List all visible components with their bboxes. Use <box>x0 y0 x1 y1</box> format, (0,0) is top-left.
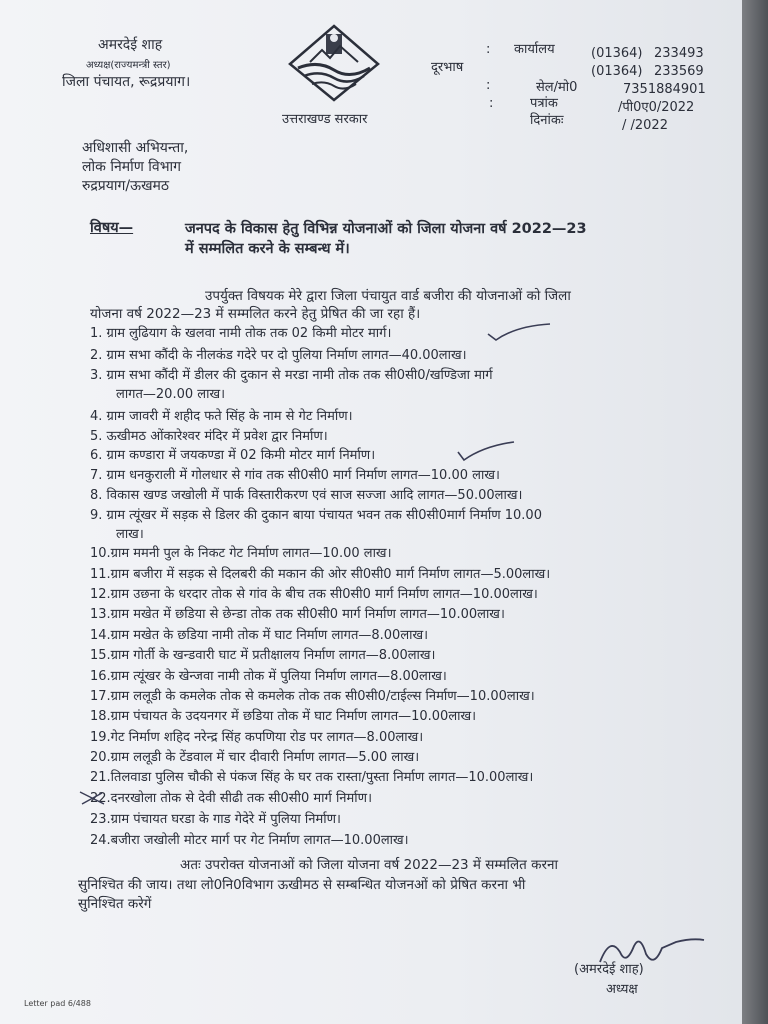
list-item: 9. ग्राम त्यूंखर में सड़क से डिलर की दुकान बाया पंचायत भवन तक सी0सी0मार्ग निर्माण 10.00 <box>90 508 542 523</box>
phone2-code: (01364) <box>591 64 643 79</box>
date-label: दिनांकः <box>530 113 564 128</box>
list-item: 15.ग्राम गोर्ती के खन्डवारी घाट में प्रतीक्षालय निर्माण लागत—8.00लाख। <box>90 648 436 663</box>
list-item: 10.ग्राम ममनी पुल के निकट गेट निर्माण लागत—10.00 लाख। <box>90 546 392 561</box>
colon-3: : <box>489 96 494 111</box>
list-item: 16.ग्राम त्यूंखर के खेन्जवा नामी तोक में पुलिया निर्माण लागत—8.00लाख। <box>90 669 447 684</box>
list-item: 23.ग्राम पंचायत घरडा के गाड गेदेरे में पुलिया निर्माण। <box>90 812 341 827</box>
cell-label: सेल/मो0 <box>536 80 578 95</box>
list-item: 18.ग्राम पंचायत के उदयनगर में छडिया तोक में घाट निर्माण लागत—10.00लाख। <box>90 709 477 724</box>
intro-line1: उपर्युक्त विषयक मेरे द्वारा जिला पंचायुत वार्ड बजीरा की योजनाओं को जिला <box>205 288 571 304</box>
recipient-line1: अधिशासी अभियन्ता, <box>82 140 189 156</box>
ref-label: पत्रांक <box>530 96 558 111</box>
colon-1: : <box>486 42 491 57</box>
closing-line1: अतः उपरोक्त योजनाओं को जिला योजना वर्ष 2022—23 में सम्मलित करना <box>180 857 559 873</box>
list-item: 12.ग्राम उछना के धरदार तोक से गांव के बीच तक सी0सी0 मार्ग निर्माण लागत—10.00लाख। <box>90 587 538 602</box>
list-item: 17.ग्राम ललूडी के कमलेक तोक से कमलेक तोक तक सी0सी0/टाईल्स निर्माण—10.00लाख। <box>90 689 535 704</box>
list-item: 21.तिलवाडा पुलिस चौकी से पंकज सिंह के घर तक रास्ता/पुस्ता निर्माण लागत—10.00लाख। <box>90 770 534 785</box>
subject-line2: में सम्मलित करने के सम्बन्ध में। <box>185 241 350 257</box>
intro-line2: योजना वर्ष 2022—23 में सम्मलित करने हेतु प्रेषित की जा रहा हैं। <box>90 306 421 322</box>
uttarakhand-emblem-icon <box>288 24 380 102</box>
list-item: 13.ग्राम मखेत में छडिया से छेन्डा तोक तक सी0सी0 मार्ग निर्माण लागत—10.00लाख। <box>90 607 505 622</box>
background-edge <box>742 0 768 1024</box>
closing-line2: सुनिश्चित की जाय। तथा लो0नि0विभाग ऊखीमठ से सम्बन्धित योजनओं को प्रेषित करना भी <box>78 877 526 893</box>
phone2-num: 233569 <box>654 64 704 79</box>
recipient-line2: लोक निर्माण विभाग <box>82 159 182 175</box>
list-item: लाख। <box>116 527 144 542</box>
list-item: 8. विकास खण्ड जखोली में पार्क विस्तारीकरण एवं साज सज्जा आदि लागत—50.00लाख। <box>90 488 523 503</box>
list-item: 11.ग्राम बजीरा में सड़क से दिलबरी की मकान की ओर सी0सी0 मार्ग निर्माण लागत—5.00लाख। <box>90 567 551 582</box>
recipient-line3: रुद्रप्रयाग/ऊखमठ <box>82 178 170 194</box>
closing-line3: सुनिश्चित करेगें <box>78 896 152 912</box>
handwritten-cross-icon <box>78 790 108 806</box>
list-item: लागत—20.00 लाख। <box>116 387 226 402</box>
letterhead-office: जिला पंचायत, रूद्रप्रयाग। <box>62 74 191 90</box>
phone1-num: 233493 <box>654 46 704 61</box>
ref-value: /पी0ए0/2022 <box>618 100 695 115</box>
signatory-name: (अमरदेई शाह) <box>574 962 644 977</box>
list-item: 24.बजीरा जखोली मोटर मार्ग पर गेट निर्माण लागत—10.00लाख। <box>90 833 409 848</box>
list-item: 5. ऊखीमठ ओंकारेश्वर मंदिर में प्रवेश द्वार निर्माण। <box>90 429 328 444</box>
letterhead-designation: अध्यक्ष(राज्यमन्त्री स्तर) <box>86 60 171 71</box>
subject-line1: जनपद के विकास हेतु विभिन्न योजनाओं को जिला योजना वर्ष 2022—23 <box>185 221 587 237</box>
phone1-code: (01364) <box>591 46 643 61</box>
handwritten-tick-icon <box>456 440 516 462</box>
phone-label: दूरभाष <box>431 60 464 75</box>
list-item: 1. ग्राम लुढियाग के खलवा नामी तोक तक 02 किमी मोटर मार्ग। <box>90 326 392 341</box>
list-item: 6. ग्राम कण्डारा में जयकण्डा में 02 किमी मोटर मार्ग निर्माण। <box>90 448 376 463</box>
date-value: / /2022 <box>622 118 668 133</box>
colon-2: : <box>486 78 491 93</box>
list-item: 19.गेट निर्माण शहिद नरेन्द्र सिंह कपणिया रोड पर लागत—8.00लाख। <box>90 730 424 745</box>
cell-num: 7351884901 <box>623 82 706 97</box>
subject-label: विषय— <box>90 220 134 236</box>
footer-note: Letter pad 6/488 <box>24 999 91 1008</box>
govt-label: उत्तराखण्ड सरकार <box>282 112 368 127</box>
list-item: 14.ग्राम मखेत के छडिया नामी तोक में घाट निर्माण लागत—8.00लाख। <box>90 628 429 643</box>
list-item: 7. ग्राम धनकुराली में गोलधार से गांव तक सी0सी0 मार्ग निर्माण लागत—10.00 लाख। <box>90 468 500 483</box>
list-item: 4. ग्राम जावरी में शहीद फते सिंह के नाम से गेट निर्माण। <box>90 409 353 424</box>
handwritten-tick-icon <box>486 322 552 342</box>
list-item: 3. ग्राम सभा कौंदी में डीलर की दुकान से मरडा नामी तोक तक सी0सी0/खण्डिजा मार्ग <box>90 368 493 383</box>
list-item: 22.दनरखोला तोक से देवी सीढी तक सी0सी0 मार्ग निर्माण। <box>90 791 372 806</box>
office-label: कार्यालय <box>514 42 555 57</box>
list-item: 2. ग्राम सभा कौंदी के नीलकंड गदेरे पर दो पुलिया निर्माण लागत—40.00लाख। <box>90 348 467 363</box>
list-item: 20.ग्राम ललूडी के टेंडवाल में चार दीवारी निर्माण लागत—5.00 लाख। <box>90 750 420 765</box>
signatory-title: अध्यक्ष <box>606 982 638 997</box>
letterhead-name: अमरदेई शाह <box>98 37 163 53</box>
